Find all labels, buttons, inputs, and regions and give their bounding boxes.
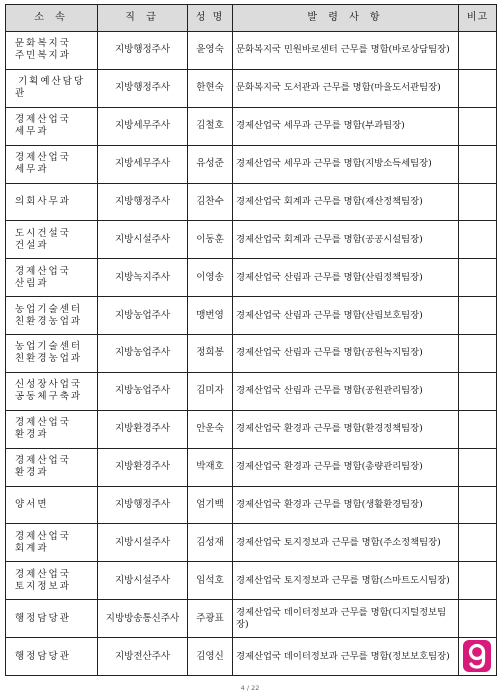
- dept-line: 행정담당관: [15, 650, 71, 662]
- dept-cell: [6, 297, 98, 335]
- order-cell: 문화복지국 민원바로센터 근무를 명함(바로상담팀장): [233, 32, 459, 70]
- header-name: 성 명: [188, 5, 233, 32]
- grade-cell: 지방환경주사: [98, 448, 188, 486]
- note-cell: [459, 372, 497, 410]
- grade-cell: 지방농업주사: [98, 372, 188, 410]
- dept-line: 의회사무과: [15, 195, 71, 207]
- table-row: [6, 486, 497, 524]
- grade-cell: 지방세무주사: [98, 107, 188, 145]
- grade-cell: 지방농업주사: [98, 335, 188, 373]
- order-cell: 경제산업국 회계과 근무를 명함(재산정책팀장): [233, 183, 459, 221]
- order-cell: 경제산업국 환경과 근무를 명함(환경정책팀장): [233, 410, 459, 448]
- note-cell: [459, 486, 497, 524]
- dept-cell: [6, 259, 98, 297]
- dept-line: 경제산업국: [15, 417, 71, 429]
- name-cell: 김성재: [188, 524, 233, 562]
- grade-cell: 지방시설주사: [98, 221, 188, 259]
- dept-line: 경제산업국: [15, 455, 71, 467]
- page-number: 4 / 22: [240, 684, 260, 692]
- note-cell: [459, 562, 497, 600]
- name-cell: 김찬수: [188, 183, 233, 221]
- name-cell: 맹번영: [188, 297, 233, 335]
- dept-line: 경제산업국: [15, 530, 71, 542]
- grade-cell: 지방시설주사: [98, 562, 188, 600]
- note-cell: [459, 259, 497, 297]
- note-cell: [459, 600, 497, 638]
- table-row: [6, 372, 497, 410]
- dept-cell: [6, 107, 98, 145]
- dept-line: 환경과: [15, 429, 49, 441]
- table-row: [6, 107, 497, 145]
- note-cell: [459, 335, 497, 373]
- dept-line: 양서면: [15, 498, 49, 510]
- note-cell: [459, 69, 497, 107]
- name-cell: 안운숙: [188, 410, 233, 448]
- dept-line: 신성장사업국: [15, 379, 83, 391]
- name-cell: 이영송: [188, 259, 233, 297]
- order-cell: 경제산업국 산림과 근무를 명함(산림보호팀장): [233, 297, 459, 335]
- table-row: [6, 448, 497, 486]
- table-row: [6, 145, 497, 183]
- name-cell: 윤영숙: [188, 32, 233, 70]
- dept-cell: [6, 448, 98, 486]
- grade-cell: 지방전산주사: [98, 638, 188, 676]
- dept-line: 문화복지국: [15, 38, 71, 50]
- order-cell: 경제산업국 데이터정보과 근무를 명함(디지털정보팀장): [233, 600, 459, 638]
- table-row: [6, 32, 497, 70]
- table-row: [6, 562, 497, 600]
- order-cell: 경제산업국 환경과 근무를 명함(총량관리팀장): [233, 448, 459, 486]
- dept-cell: [6, 335, 98, 373]
- note-cell: [459, 145, 497, 183]
- table-row: [6, 335, 497, 373]
- dept-line: 세무과: [15, 164, 49, 176]
- table-row: [6, 221, 497, 259]
- dept-cell: [6, 600, 98, 638]
- table-row: [6, 600, 497, 638]
- grade-cell: 지방방송통신주사: [98, 600, 188, 638]
- dept-cell: [6, 183, 98, 221]
- dept-line: 경제산업국: [15, 114, 71, 126]
- dept-line: 토지정보과: [15, 580, 71, 592]
- table-row: [6, 638, 497, 676]
- order-cell: 경제산업국 산림과 근무를 명함(공원관리팀장): [233, 372, 459, 410]
- order-cell: 경제산업국 토지정보과 근무를 명함(주소정책팀장): [233, 524, 459, 562]
- order-cell: 경제산업국 환경과 근무를 명함(생활환경팀장): [233, 486, 459, 524]
- dept-line: 행정담당관: [15, 612, 71, 624]
- note-cell: [459, 410, 497, 448]
- header-note: 비고: [459, 5, 497, 32]
- table-body: [6, 32, 497, 676]
- name-cell: 박재호: [188, 448, 233, 486]
- dept-line: 도시건설국: [15, 227, 71, 239]
- name-cell: 엄기백: [188, 486, 233, 524]
- note-cell: [459, 524, 497, 562]
- name-cell: 임석호: [188, 562, 233, 600]
- order-cell: 경제산업국 산림과 근무를 명함(공원녹지팀장): [233, 335, 459, 373]
- dept-line: 경제산업국: [15, 568, 71, 580]
- order-cell: 경제산업국 산림과 근무를 명함(산림정책팀장): [233, 259, 459, 297]
- dept-line: 공동체구축과: [15, 391, 83, 403]
- note-cell: [459, 221, 497, 259]
- dept-line: 환경과: [15, 467, 49, 479]
- dept-line: 농업기술센터: [15, 303, 83, 315]
- header-dept: 소 속: [6, 5, 98, 32]
- order-cell: 경제산업국 세무과 근무를 명함(부과팀장): [233, 107, 459, 145]
- dept-cell: [6, 32, 98, 70]
- dept-cell: [6, 372, 98, 410]
- dept-cell: [6, 524, 98, 562]
- table-row: [6, 524, 497, 562]
- name-cell: 한현숙: [188, 69, 233, 107]
- dept-line: 산림과: [15, 277, 49, 289]
- note-cell: [459, 107, 497, 145]
- grade-cell: 지방행정주사: [98, 183, 188, 221]
- header-grade: 직 급: [98, 5, 188, 32]
- dept-line: 회계과: [15, 542, 49, 554]
- dept-cell: [6, 221, 98, 259]
- order-cell: 문화복지국 도서관과 근무를 명함(마을도서관팀장): [233, 69, 459, 107]
- note-cell: [459, 183, 497, 221]
- grade-cell: 지방녹지주사: [98, 259, 188, 297]
- grade-cell: 지방농업주사: [98, 297, 188, 335]
- dept-cell: [6, 638, 98, 676]
- dept-line: 경제산업국: [15, 152, 71, 164]
- note-cell: [459, 448, 497, 486]
- dept-cell: [6, 410, 98, 448]
- order-cell: 경제산업국 세무과 근무를 명함(지방소득세팀장): [233, 145, 459, 183]
- name-cell: 김영신: [188, 638, 233, 676]
- table-row: [6, 259, 497, 297]
- header-row: [6, 5, 497, 32]
- dept-cell: [6, 69, 98, 107]
- dept-line: 친환경농업과: [15, 315, 83, 327]
- dept-line: 친환경농업과: [15, 353, 83, 365]
- g-logo-icon: [463, 640, 491, 672]
- name-cell: 김철호: [188, 107, 233, 145]
- dept-line: 세무과: [15, 126, 49, 138]
- personnel-order-table: [5, 4, 497, 676]
- grade-cell: 지방시설주사: [98, 524, 188, 562]
- grade-cell: 지방세무주사: [98, 145, 188, 183]
- header-order: 발 령 사 항: [233, 5, 459, 32]
- name-cell: 주광표: [188, 600, 233, 638]
- dept-line: 주민복지과: [15, 50, 71, 62]
- name-cell: 유성준: [188, 145, 233, 183]
- grade-cell: 지방행정주사: [98, 486, 188, 524]
- dept-cell: [6, 562, 98, 600]
- table-row: [6, 297, 497, 335]
- dept-cell: [6, 486, 98, 524]
- grade-cell: 지방환경주사: [98, 410, 188, 448]
- note-cell: [459, 297, 497, 335]
- note-cell: [459, 32, 497, 70]
- grade-cell: 지방행정주사: [98, 32, 188, 70]
- grade-cell: 지방행정주사: [98, 69, 188, 107]
- dept-line: 건설과: [15, 239, 49, 251]
- name-cell: 김미자: [188, 372, 233, 410]
- table-row: [6, 69, 497, 107]
- order-cell: 경제산업국 회계과 근무를 명함(공공시설팀장): [233, 221, 459, 259]
- name-cell: 이동훈: [188, 221, 233, 259]
- name-cell: 정희봉: [188, 335, 233, 373]
- table-row: [6, 410, 497, 448]
- order-cell: 경제산업국 데이터정보과 근무를 명함(정보보호팀장): [233, 638, 459, 676]
- order-cell: 경제산업국 토지정보과 근무를 명함(스마트도시팀장): [233, 562, 459, 600]
- dept-line: 기획예산담당관: [15, 76, 86, 100]
- dept-line: 경제산업국: [15, 265, 71, 277]
- table-row: [6, 183, 497, 221]
- dept-line: 농업기술센터: [15, 341, 83, 353]
- dept-cell: [6, 145, 98, 183]
